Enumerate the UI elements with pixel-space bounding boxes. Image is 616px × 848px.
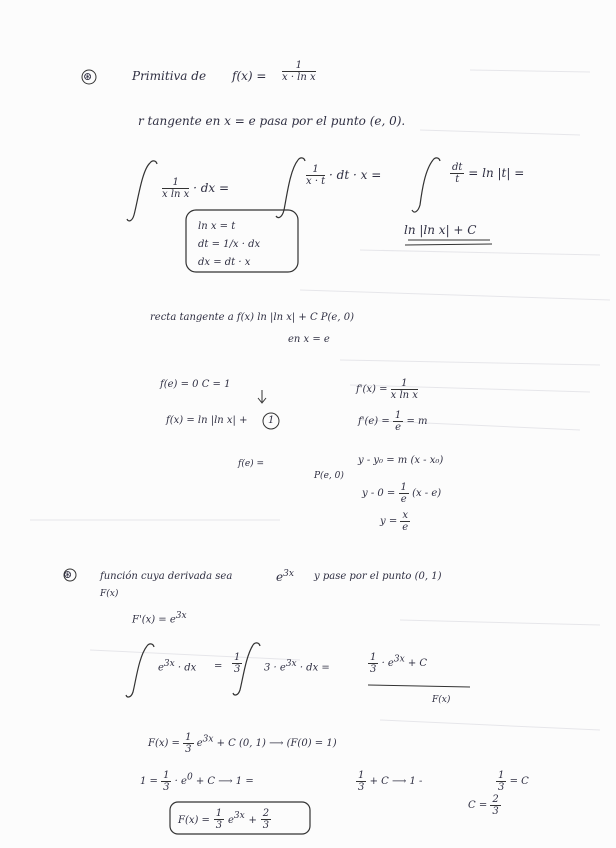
int-eq: =: [214, 661, 223, 672]
tangent-at: en x = e: [288, 334, 330, 345]
point-slope-eq: y - y₀ = m (x - x₀): [358, 455, 444, 466]
step-a-den: 3: [163, 782, 170, 793]
eq3-den: e: [402, 522, 409, 533]
int-mid: [264, 660, 330, 673]
int-result-label: F(x): [432, 695, 451, 705]
int3-num: dt: [452, 162, 463, 173]
problem1-condition: r tangente en x = e pasa por el punto (e, 0).: [138, 114, 406, 128]
problem2-title-tail: y pase por el punto (0, 1): [314, 571, 442, 582]
fx-denominator: x · ln x: [282, 72, 316, 83]
integral1-right: [450, 162, 524, 185]
int1-tail: · dx =: [193, 181, 230, 195]
problem1-fx-fraction: [282, 60, 316, 83]
int-lhs-tail: · dx: [177, 662, 197, 674]
int3-den: t: [455, 174, 460, 185]
solve-step-b: [356, 770, 422, 793]
step-a-tail: + C ⟶ 1 =: [195, 776, 254, 787]
step-c-num: 1: [498, 770, 505, 781]
eq3-num: x: [402, 510, 409, 521]
c-value-label: C =: [468, 800, 488, 811]
Fx-line-label: F(x) =: [148, 738, 180, 749]
int3-tail: = ln |t| =: [468, 166, 525, 180]
int-mid-num: 1: [234, 652, 241, 663]
step-a-sup: 0: [186, 772, 193, 783]
int-res-tail: + C: [407, 658, 428, 669]
substitution-line-3: dx = dt · x: [198, 257, 251, 268]
problem1-fx-label: f(x) =: [232, 69, 267, 83]
step-a-num: 1: [163, 770, 170, 781]
int-lhs-sup: 3x: [163, 659, 175, 669]
step-c-den: 3: [498, 782, 505, 793]
eq2-den: e: [400, 494, 407, 505]
integral1-lhs: [162, 177, 229, 200]
int-mid-tail: · dx =: [299, 662, 330, 674]
Fx-tail: + C (0, 1) ⟶ (F(0) = 1): [216, 738, 337, 749]
solve-step-a: [140, 770, 254, 793]
c-num: 2: [492, 794, 499, 805]
int-res-sup: 3x: [393, 654, 405, 665]
fprime-e-label: f'(e) =: [358, 416, 390, 427]
int-res-num: 1: [370, 652, 377, 663]
int1-den: x ln x: [162, 189, 190, 200]
step-b-tail: + C ⟶ 1 -: [369, 776, 423, 787]
problem2-marker: ⊛: [63, 568, 73, 581]
step-a-body: · e: [174, 776, 187, 787]
final-body: e: [227, 815, 234, 826]
c-den: 3: [492, 806, 499, 817]
int-result: [368, 652, 427, 675]
int2-num: 1: [306, 164, 325, 176]
fx-c-circled: 1: [268, 415, 275, 426]
substitution-line-1: ln x = t: [198, 221, 236, 232]
fe-label: f(e) =: [238, 459, 265, 469]
step-b-den: 3: [358, 782, 365, 793]
eq2-tail: (x - e): [412, 488, 442, 499]
int-res-den: 3: [370, 664, 377, 675]
eq2-num: 1: [400, 482, 407, 493]
int2-den: x · t: [306, 176, 326, 187]
int1-num: 1: [162, 177, 189, 189]
fx-numerator: 1: [282, 60, 316, 72]
fprime-def: [356, 378, 418, 401]
fprime-num: 1: [391, 378, 418, 390]
problem2-Fx-label: F(x): [100, 589, 119, 599]
Fprime-label: F'(x) = e: [132, 614, 176, 626]
Fx-sup: 3x: [202, 734, 214, 745]
point-p: P(e, 0): [314, 471, 344, 481]
problem2-exp: [276, 570, 294, 583]
final-den: 3: [215, 820, 223, 831]
eq3-label: y =: [380, 516, 398, 527]
int-lhs-base: e: [158, 662, 164, 674]
exp-sup: 3x: [283, 569, 294, 579]
eq2-label: y - 0 =: [362, 488, 396, 499]
fprime-e: [358, 410, 428, 433]
c-value: [468, 794, 501, 817]
problem1-marker: ⊛: [83, 70, 93, 83]
Fx-den: 3: [185, 744, 192, 755]
Fprime-sup: 3x: [175, 611, 187, 621]
fx-with-c: f(x) = ln |ln x| +: [166, 415, 248, 426]
int2-tail: · dt · x =: [329, 168, 382, 182]
final-sup: 3x: [233, 811, 245, 821]
int-mid-coef: [232, 652, 242, 675]
int-mid-body: 3 · e: [264, 662, 286, 674]
Fx-num: 1: [185, 732, 192, 743]
step-b-num: 1: [358, 770, 365, 781]
fe-equation: f(e) = 0 C = 1: [160, 379, 231, 390]
integral1-result: ln |ln x| + C: [404, 223, 477, 237]
final-num: 1: [215, 808, 223, 819]
Fx-line: [148, 732, 337, 755]
int-mid-sup: 3x: [285, 659, 297, 669]
Fprime-def: [132, 612, 187, 625]
final-tail: +: [248, 815, 257, 826]
substitution-line-2: dt = 1/x · dx: [198, 239, 261, 250]
int-lhs: [158, 660, 196, 673]
final-label: F(x) =: [178, 815, 210, 826]
problem2-title: función cuya derivada sea: [100, 571, 233, 582]
exp-base: e: [276, 570, 284, 584]
fprime-den: x ln x: [390, 390, 418, 401]
tangent-final: [380, 510, 410, 533]
int-mid-den: 3: [234, 664, 241, 675]
fprime-label: f'(x) =: [356, 384, 388, 395]
Fx-body: e: [196, 738, 203, 749]
fprime-e-num: 1: [394, 410, 402, 421]
problem1-title: Primitiva de: [132, 69, 207, 83]
fprime-e-tail: = m: [406, 416, 428, 427]
final-c-num: 2: [262, 808, 270, 819]
final-c-den: 3: [262, 820, 270, 831]
solve-step-c: [496, 770, 529, 793]
tangent-line-statement: recta tangente a f(x) ln |ln x| + C P(e, 0): [150, 312, 354, 323]
tangent-sub: [362, 482, 441, 505]
fprime-e-den: e: [395, 422, 402, 433]
step-c-tail: = C: [509, 776, 529, 787]
integral-sign-1: [127, 163, 150, 221]
step-a-label: 1 =: [140, 776, 162, 787]
final-answer: [178, 808, 271, 831]
int-res-body: · e: [381, 658, 394, 669]
integral1-mid: [306, 164, 381, 187]
